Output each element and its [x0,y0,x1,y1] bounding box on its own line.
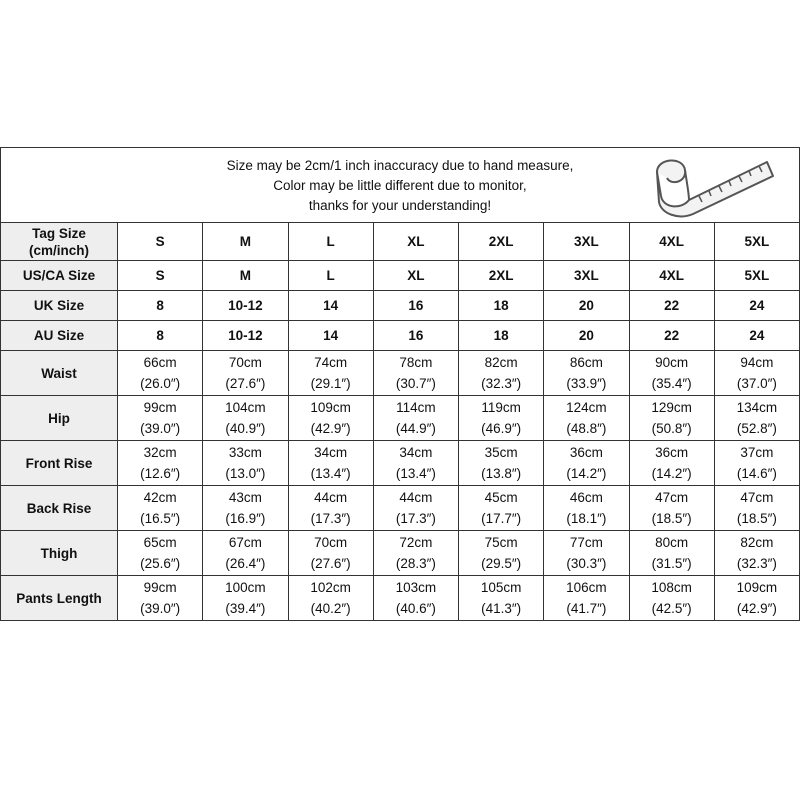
cm-value: 78cm [399,355,433,370]
measurement-cell [459,486,544,531]
cm-value: 86cm [569,355,603,370]
measurement-cell [544,396,629,441]
size-chart [0,147,800,621]
cm-value: 70cm [314,535,348,550]
measurement-cell [544,441,629,486]
cm-value: 47cm [655,490,689,505]
cm-value: 45cm [484,490,518,505]
inch-value: (39.0″) [140,421,181,436]
size-cell: 16 [373,291,458,321]
inch-value: (16.5″) [140,511,181,526]
inch-value: (12.6″) [140,466,181,481]
measurement-cell [714,351,799,396]
cm-value: 35cm [484,445,518,460]
inch-value: (46.9″) [481,421,522,436]
measurement-cell [714,396,799,441]
measurement-cell [203,396,288,441]
inch-value: (31.5″) [651,556,692,571]
cm-value: 43cm [228,490,262,505]
measurement-cell [118,396,203,441]
cm-value: 114cm [396,400,436,415]
inch-value: (25.6″) [140,556,181,571]
measurement-cell [373,396,458,441]
measurement-cell [288,531,373,576]
inch-value: (32.3″) [736,556,777,571]
cm-value: 65cm [143,535,177,550]
size-cell: M [203,223,288,261]
size-cell: 18 [459,321,544,351]
inch-value: (13.8″) [481,466,522,481]
measurement-cell [288,351,373,396]
measurement-cell [629,576,714,621]
table-row-pants-length [1,576,800,621]
table-row-front-rise [1,441,800,486]
inch-value: (13.0″) [225,466,266,481]
cm-value: 80cm [655,535,689,550]
cm-value: 32cm [143,445,177,460]
notice-line-1: Size may be 2cm/1 inch inaccuracy due to hand measure, [226,158,574,173]
measurement-cell [373,531,458,576]
cm-value: 103cm [395,580,437,595]
measurement-cell [203,531,288,576]
cm-value: 94cm [740,355,774,370]
cm-value: 100cm [225,580,266,595]
size-cell: XL [373,223,458,261]
inch-value: (18.5″) [736,511,777,526]
size-cell: 14 [288,321,373,351]
measurement-cell [459,576,544,621]
measurement-cell [629,441,714,486]
row-header-thigh: Thigh [1,531,118,576]
inch-value: (41.3″) [481,601,522,616]
size-cell: 4XL [629,223,714,261]
inch-value: (40.2″) [310,601,351,616]
inch-value: (18.1″) [566,511,607,526]
inch-value: (52.8″) [736,421,777,436]
measurement-cell [544,576,629,621]
cm-value: 82cm [740,535,774,550]
table-row-thigh [1,531,800,576]
measurement-cell [629,531,714,576]
row-header-hip: Hip [1,396,118,441]
measurement-cell [544,531,629,576]
measurement-cell [203,486,288,531]
inch-value: (17.3″) [395,511,436,526]
table-row-tag-size [1,223,800,261]
size-cell: 20 [544,291,629,321]
measurement-cell [459,396,544,441]
size-cell: 5XL [714,223,799,261]
inch-value: (30.3″) [566,556,607,571]
cm-value: 124cm [566,400,607,415]
notice-line-2: Color may be little different due to monitor, [273,178,527,193]
measurement-cell [373,351,458,396]
inch-value: (42.9″) [736,601,777,616]
measurement-cell [714,441,799,486]
inch-value: (27.6″) [310,556,351,571]
inch-value: (41.7″) [566,601,607,616]
measurement-cell [118,486,203,531]
measurement-cell [203,351,288,396]
cm-value: 42cm [143,490,177,505]
cm-value: 109cm [736,580,778,595]
size-cell: 2XL [459,223,544,261]
size-cell: 8 [118,291,203,321]
measurement-cell [714,576,799,621]
inch-value: (28.3″) [395,556,436,571]
size-cell: 22 [629,291,714,321]
cm-value: 46cm [569,490,603,505]
inch-value: (42.5″) [651,601,692,616]
row-header-back-rise: Back Rise [1,486,118,531]
size-cell: L [288,261,373,291]
cm-value: 99cm [143,580,177,595]
cm-value: 33cm [228,445,262,460]
cm-value: 134cm [736,400,778,415]
cm-value: 77cm [569,535,603,550]
measurement-cell [118,441,203,486]
inch-value: (40.6″) [395,601,436,616]
measurement-notice [0,147,800,222]
size-cell: 20 [544,321,629,351]
inch-value: (27.6″) [225,376,266,391]
size-cell: 14 [288,291,373,321]
inch-value: (17.7″) [481,511,522,526]
row-header-uk-size: UK Size [1,291,118,321]
cm-value: 44cm [314,490,348,505]
row-header-au-size: AU Size [1,321,118,351]
inch-value: (44.9″) [395,421,436,436]
cm-value: 66cm [143,355,177,370]
size-cell: L [288,223,373,261]
size-cell: 10-12 [203,291,288,321]
measurement-cell [459,531,544,576]
cm-value: 109cm [310,400,351,415]
table-row-us-ca-size [1,261,800,291]
cm-value: 36cm [569,445,603,460]
cm-value: 106cm [566,580,607,595]
size-cell: S [118,261,203,291]
row-header-tag-size: Tag Size (cm/inch) [1,223,118,261]
cm-value: 90cm [655,355,689,370]
cm-value: 37cm [740,445,774,460]
inch-value: (48.8″) [566,421,607,436]
measurement-cell [118,531,203,576]
size-cell: XL [373,261,458,291]
inch-value: (30.7″) [395,376,436,391]
inch-value: (42.9″) [310,421,351,436]
inch-value: (35.4″) [651,376,692,391]
inch-value: (18.5″) [651,511,692,526]
inch-value: (26.4″) [225,556,266,571]
inch-value: (14.2″) [566,466,607,481]
measurement-cell [544,486,629,531]
row-header-us-ca-size: US/CA Size [1,261,118,291]
inch-value: (32.3″) [481,376,522,391]
measurement-cell [714,531,799,576]
measurement-cell [629,396,714,441]
inch-value: (39.4″) [225,601,266,616]
inch-value: (39.0″) [140,601,181,616]
inch-value: (40.9″) [225,421,266,436]
measurement-cell [288,576,373,621]
measurement-cell [288,486,373,531]
cm-value: 34cm [314,445,348,460]
measurement-cell [373,486,458,531]
cm-value: 99cm [143,400,177,415]
measurement-cell [629,351,714,396]
table-row-waist [1,351,800,396]
cm-value: 119cm [481,400,521,415]
measurement-cell [203,576,288,621]
measurement-cell [203,441,288,486]
measurement-cell [544,351,629,396]
inch-value: (50.8″) [651,421,692,436]
inch-value: (14.2″) [651,466,692,481]
cm-value: 108cm [651,580,692,595]
inch-value: (17.3″) [310,511,351,526]
cm-value: 67cm [228,535,262,550]
table-row-au-size [1,321,800,351]
cm-value: 104cm [225,400,266,415]
size-table [0,222,800,621]
measurement-cell [288,441,373,486]
size-cell: 22 [629,321,714,351]
row-header-waist: Waist [1,351,118,396]
size-cell: 3XL [544,261,629,291]
measurement-cell [459,441,544,486]
cm-value: 82cm [484,355,518,370]
inch-value: (29.5″) [481,556,522,571]
cm-value: 129cm [651,400,692,415]
size-cell: 8 [118,321,203,351]
size-cell: 4XL [629,261,714,291]
notice-line-3: thanks for your understanding! [308,198,492,213]
measuring-tape-icon [649,152,777,220]
cm-value: 70cm [228,355,262,370]
row-header-pants-length: Pants Length [1,576,118,621]
size-cell: 24 [714,321,799,351]
cm-value: 47cm [740,490,774,505]
measurement-cell [118,576,203,621]
inch-value: (13.4″) [395,466,436,481]
cm-value: 74cm [314,355,348,370]
measurement-cell [629,486,714,531]
measurement-cell [373,576,458,621]
size-cell: S [118,223,203,261]
size-cell: M [203,261,288,291]
cm-value: 36cm [655,445,689,460]
table-row-uk-size [1,291,800,321]
measurement-cell [459,351,544,396]
measurement-cell [714,486,799,531]
size-cell: 2XL [459,261,544,291]
size-cell: 24 [714,291,799,321]
inch-value: (37.0″) [736,376,777,391]
inch-value: (33.9″) [566,376,607,391]
inch-value: (26.0″) [140,376,181,391]
cm-value: 72cm [399,535,433,550]
row-header-front-rise: Front Rise [1,441,118,486]
size-cell: 18 [459,291,544,321]
measurement-cell [288,396,373,441]
size-cell: 3XL [544,223,629,261]
cm-value: 105cm [480,580,522,595]
size-cell: 10-12 [203,321,288,351]
inch-value: (29.1″) [310,376,351,391]
table-row-back-rise [1,486,800,531]
cm-value: 102cm [310,580,351,595]
size-cell: 5XL [714,261,799,291]
size-cell: 16 [373,321,458,351]
cm-value: 34cm [399,445,433,460]
table-row-hip [1,396,800,441]
cm-value: 75cm [484,535,518,550]
cm-value: 44cm [399,490,433,505]
inch-value: (14.6″) [736,466,777,481]
inch-value: (13.4″) [310,466,351,481]
measurement-cell [118,351,203,396]
measurement-cell [373,441,458,486]
inch-value: (16.9″) [225,511,266,526]
